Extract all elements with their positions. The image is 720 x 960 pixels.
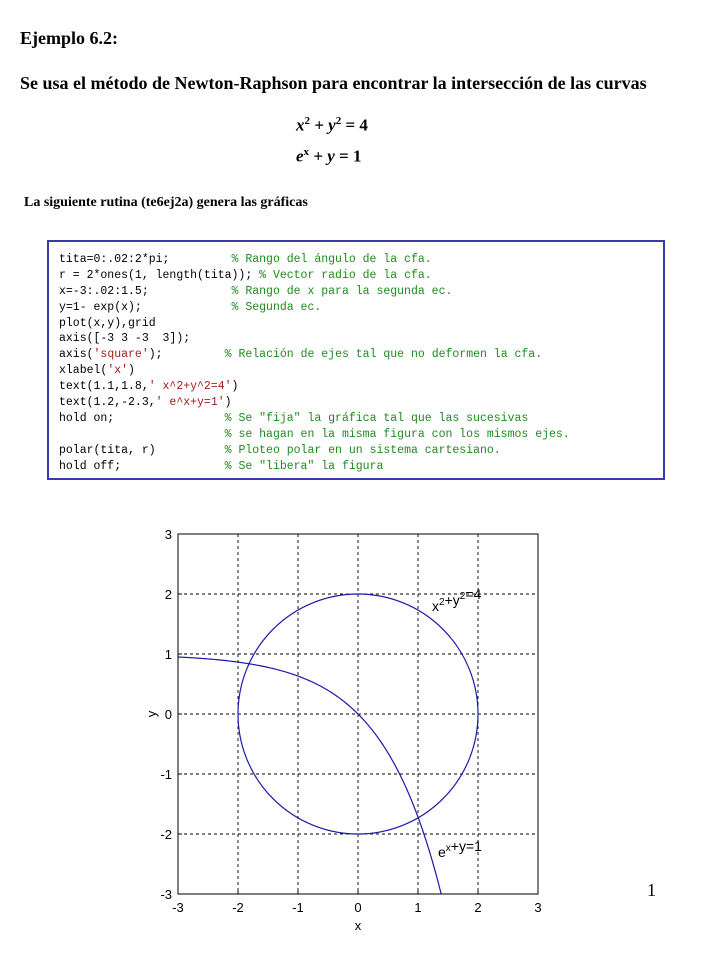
code-line: [59, 443, 663, 459]
code-line: [59, 284, 663, 300]
code-text: ): [224, 396, 232, 410]
routine-label: La siguiente rutina (te6ej2a) genera las gráficas: [24, 195, 308, 210]
code-line: [59, 427, 663, 443]
code-text: );: [148, 348, 225, 362]
code-text: text(1.2,-2.3,: [59, 396, 156, 410]
curve-annotation: $x^2+y^2=4$: [432, 586, 482, 614]
code-text: ): [231, 380, 239, 394]
code-listing: [47, 240, 665, 480]
x-tick-label: 3: [534, 900, 542, 915]
code-line: [59, 379, 663, 395]
y-tick-label: -3: [160, 887, 172, 902]
code-text: y=1- exp(x);: [59, 300, 232, 314]
equation-1: $x^2 + y^2 = 4$: [296, 115, 368, 135]
code-text: tita=0:.02:2*pi;: [59, 253, 232, 266]
code-line: [59, 268, 663, 284]
curve-annotation: $e^x+y=1$: [438, 838, 482, 860]
x-tick-label: 0: [354, 900, 362, 915]
y-tick-label: 0: [164, 707, 172, 722]
code-text: ): [128, 364, 135, 378]
code-comment: % Se "libera" la figura: [224, 459, 384, 473]
code-comment: % Relación de ejes tal que no deformen la cfa.: [224, 348, 543, 362]
code-text: polar(tita, r): [59, 443, 225, 457]
y-tick-label: -1: [160, 767, 172, 782]
code-comment: % Ploteo polar en un sistema cartesiano.: [224, 443, 501, 457]
x-tick-label: -3: [172, 900, 184, 915]
intro-text: Se usa el método de Newton-Raphson para encontrar la intersección de las curvas: [20, 73, 647, 93]
code-comment: % Rango de x para la segunda ec.: [231, 284, 453, 298]
code-text: [59, 428, 225, 441]
y-tick-label: -2: [160, 827, 172, 842]
page-number: 1: [647, 880, 656, 900]
code-comment: % Rango del ángulo de la cfa.: [231, 253, 432, 266]
code-comment: % se hagan en la misma figura con los mismos ejes.: [224, 427, 570, 441]
code-comment: % Vector radio de la cfa.: [259, 268, 432, 282]
intersection-plot: [140, 522, 560, 942]
y-axis-label: y: [144, 710, 159, 718]
code-text: axis(: [59, 348, 94, 362]
code-string: ' e^x+y=1': [155, 396, 225, 410]
code-text: xlabel(: [59, 364, 108, 378]
code-text: axis([-3 3 -3 3]);: [59, 332, 191, 346]
example-heading: Ejemplo 6.2:: [20, 28, 118, 48]
code-line: [59, 411, 663, 427]
code-line: [59, 395, 663, 411]
code-line: [59, 347, 663, 363]
x-tick-label: -2: [232, 900, 244, 915]
equation-2: $e^x + y = 1$: [296, 145, 362, 166]
code-comment: % Se "fija" la gráfica tal que las sucesivas: [224, 411, 529, 425]
code-text: r = 2*ones(1, length(tita));: [59, 268, 260, 282]
x-tick-label: 2: [474, 900, 482, 915]
equations-block: [296, 108, 368, 169]
x-tick-label: -1: [292, 900, 304, 915]
code-string: 'x': [107, 364, 129, 378]
code-line: [59, 316, 663, 332]
code-text: x=-3:.02:1.5;: [59, 284, 232, 298]
x-tick-label: 1: [414, 900, 422, 915]
y-tick-label: 1: [164, 647, 172, 662]
code-comment: % Segunda ec.: [231, 300, 322, 314]
code-string: ' x^2+y^2=4': [148, 380, 232, 394]
code-line: [59, 363, 663, 379]
code-line: [59, 459, 663, 475]
x-axis-label: x: [354, 918, 362, 933]
code-line: [59, 300, 663, 316]
code-text: plot(x,y),grid: [59, 316, 156, 330]
code-line: [59, 252, 663, 268]
code-text: hold on;: [59, 411, 225, 425]
y-tick-label: 2: [164, 587, 172, 602]
code-line: [59, 331, 663, 347]
code-text: hold off;: [59, 459, 225, 473]
code-string: 'square': [93, 348, 149, 362]
code-text: text(1.1,1.8,: [59, 380, 149, 394]
exponential-curve: [178, 657, 448, 923]
y-tick-label: 3: [164, 527, 172, 542]
